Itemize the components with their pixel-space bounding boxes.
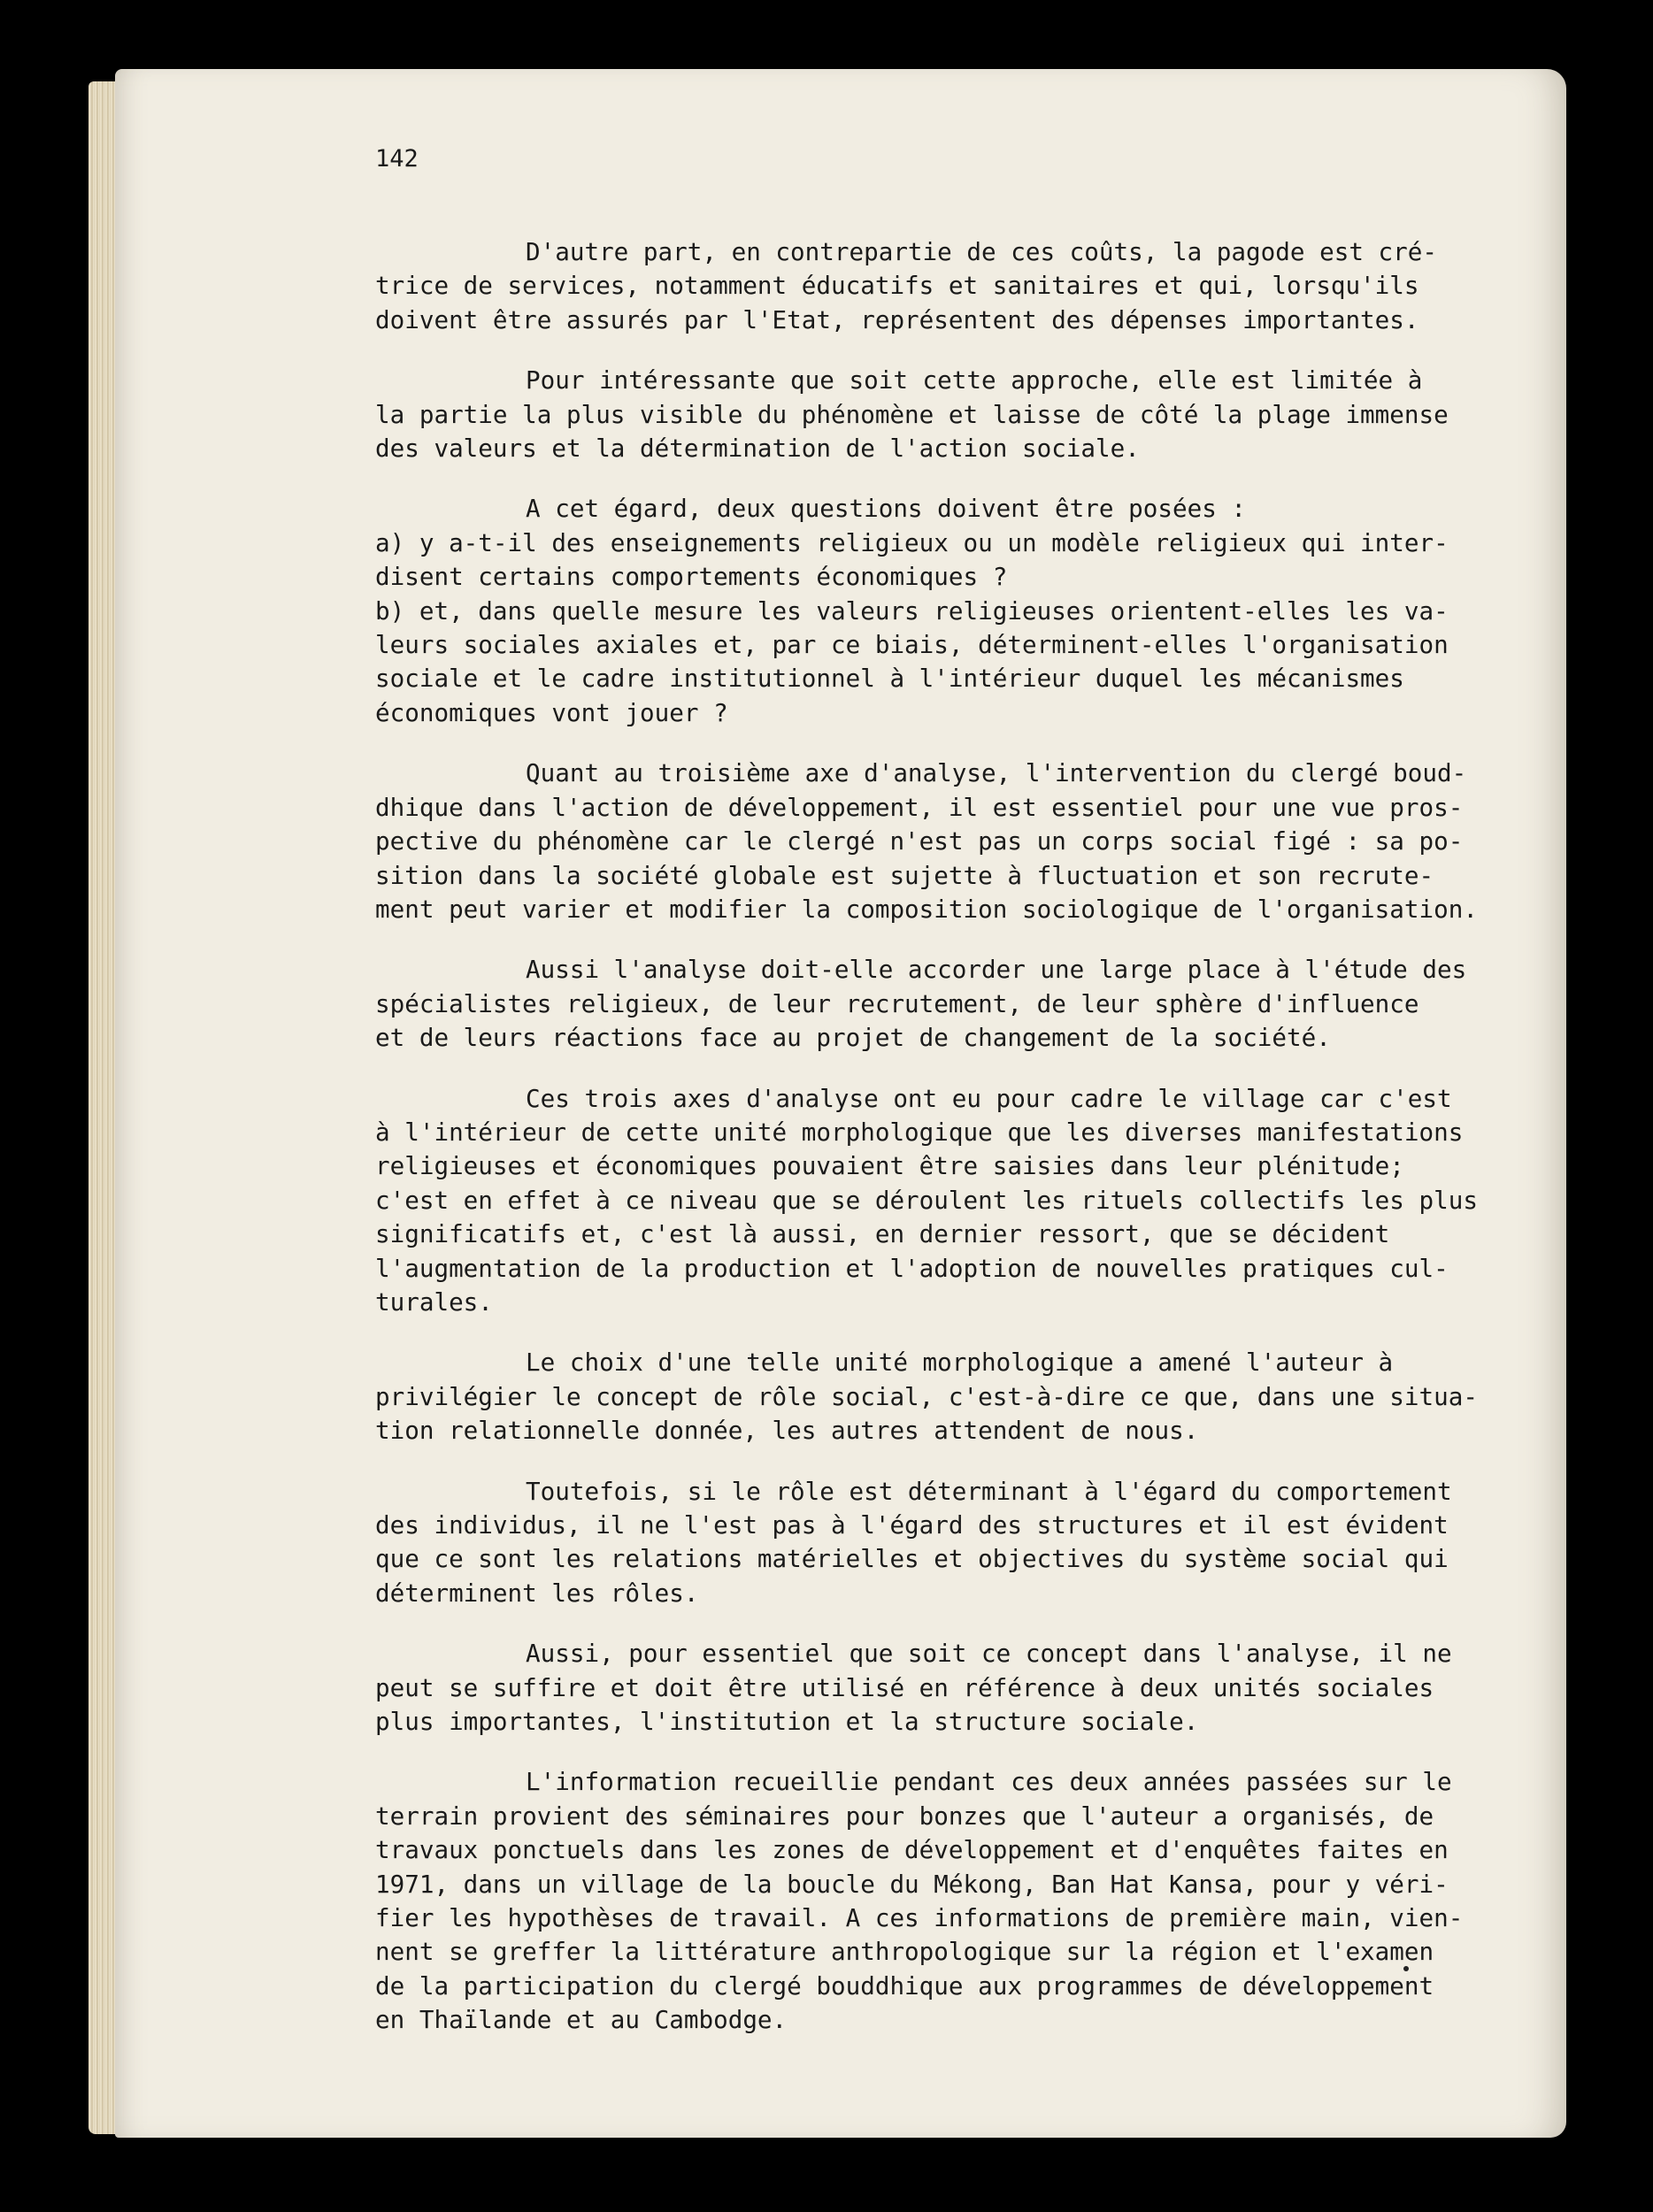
text-line: spécialistes religieux, de leur recrutement, de leur sphère d'influence xyxy=(375,988,1419,1018)
text-line: à l'intérieur de cette unité morphologique que les diverses manifestations xyxy=(375,1117,1464,1147)
text-line: ment peut varier et modifier la composition sociologique de l'organisation. xyxy=(375,894,1478,924)
paragraph xyxy=(375,1346,1481,1448)
paragraph xyxy=(375,364,1481,465)
text-line: c'est en effet à ce niveau que se déroulent les rituels collectifs les plus xyxy=(375,1185,1478,1215)
text-line: Aussi, pour essentiel que soit ce concept dans l'analyse, il ne xyxy=(526,1639,1452,1669)
text-line: a) y a-t-il des enseignements religieux ou un modèle religieux qui inter- xyxy=(375,527,1449,557)
paragraph xyxy=(375,235,1481,337)
text-line: Ces trois axes d'analyse ont eu pour cadre le village car c'est xyxy=(526,1083,1452,1113)
text-line: significatifs et, c'est là aussi, en dernier ressort, que se décident xyxy=(375,1219,1390,1249)
page-number: 142 xyxy=(375,145,419,173)
text-line: Le choix d'une telle unité morphologique a amené l'auteur à xyxy=(526,1348,1394,1378)
text-line: Toutefois, si le rôle est déterminant à l'égard du comportement xyxy=(526,1476,1452,1506)
text-line: L'information recueillie pendant ces deux années passées sur le xyxy=(526,1767,1452,1797)
text-line: peut se suffire et doit être utilisé en référence à deux unités sociales xyxy=(375,1672,1434,1702)
text-line: leurs sociales axiales et, par ce biais, déterminent-elles l'organisation xyxy=(375,630,1449,660)
ink-speck xyxy=(1403,1966,1409,1971)
text-line: et de leurs réactions face au projet de changement de la société. xyxy=(375,1023,1331,1053)
text-line: b) et, dans quelle mesure les valeurs religieuses orientent-elles les va- xyxy=(375,595,1449,626)
text-line: travaux ponctuels dans les zones de développement et d'enquêtes faites en xyxy=(375,1835,1449,1865)
text-line: que ce sont les relations matérielles et objectives du système social qui xyxy=(375,1544,1449,1574)
text-line: des individus, il ne l'est pas à l'égard des structures et il est évident xyxy=(375,1510,1449,1540)
text-line: Quant au troisième axe d'analyse, l'intervention du clergé boud- xyxy=(526,758,1467,788)
text-line: pective du phénomène car le clergé n'est pas un corps social figé : sa po- xyxy=(375,826,1464,856)
paragraph xyxy=(375,1637,1481,1739)
text-line: plus importantes, l'institution et la structure sociale. xyxy=(375,1707,1199,1737)
paragraph xyxy=(375,1475,1481,1611)
text-line: en Thaïlande et au Cambodge. xyxy=(375,2005,788,2035)
text-line: doivent être assurés par l'Etat, représentent des dépenses importantes. xyxy=(375,304,1419,334)
text-line: sition dans la société globale est sujette à fluctuation et son recrute- xyxy=(375,860,1434,890)
text-line: trice de services, notamment éducatifs et sanitaires et qui, lorsqu'ils xyxy=(375,271,1419,301)
text-line: A cet égard, deux questions doivent être posées : xyxy=(526,494,1247,524)
text-line: 1971, dans un village de la boucle du Mékong, Ban Hat Kansa, pour y véri- xyxy=(375,1869,1449,1899)
text-line: D'autre part, en contrepartie de ces coûts, la pagode est cré- xyxy=(526,237,1437,266)
text-line: de la participation du clergé bouddhique aux programmes de développement xyxy=(375,1970,1434,2001)
text-line: nent se greffer la littérature anthropologique sur la région et l'examen xyxy=(375,1937,1434,1967)
body-text xyxy=(375,235,1481,2064)
paragraph xyxy=(375,757,1481,926)
text-line: économiques vont jouer ? xyxy=(375,697,728,727)
paragraph xyxy=(375,953,1481,1055)
text-line: la partie la plus visible du phénomène et laisse de côté la plage immense xyxy=(375,399,1449,429)
paragraph xyxy=(375,492,1481,730)
text-line: religieuses et économiques pouvaient être saisies dans leur plénitude; xyxy=(375,1151,1404,1181)
paragraph xyxy=(375,1082,1481,1320)
text-line: Pour intéressante que soit cette approche, elle est limitée à xyxy=(526,365,1423,396)
text-line: turales. xyxy=(375,1286,493,1317)
text-line: déterminent les rôles. xyxy=(375,1578,699,1608)
text-line: sociale et le cadre institutionnel à l'intérieur duquel les mécanismes xyxy=(375,664,1404,694)
text-line: tion relationnelle donnée, les autres attendent de nous. xyxy=(375,1416,1199,1446)
text-line: Aussi l'analyse doit-elle accorder une large place à l'étude des xyxy=(526,955,1467,985)
text-line: disent certains comportements économiques ? xyxy=(375,562,1008,592)
text-line: des valeurs et la détermination de l'action sociale. xyxy=(375,434,1140,464)
paragraph xyxy=(375,1765,1481,2037)
text-line: privilégier le concept de rôle social, c'est-à-dire ce que, dans une situa- xyxy=(375,1381,1478,1411)
text-line: terrain provient des séminaires pour bonzes que l'auteur a organisés, de xyxy=(375,1801,1434,1831)
text-line: fier les hypothèses de travail. A ces informations de première main, vien- xyxy=(375,1903,1464,1933)
text-line: l'augmentation de la production et l'adoption de nouvelles pratiques cul- xyxy=(375,1253,1449,1283)
text-line: dhique dans l'action de développement, il est essentiel pour une vue pros- xyxy=(375,792,1464,822)
